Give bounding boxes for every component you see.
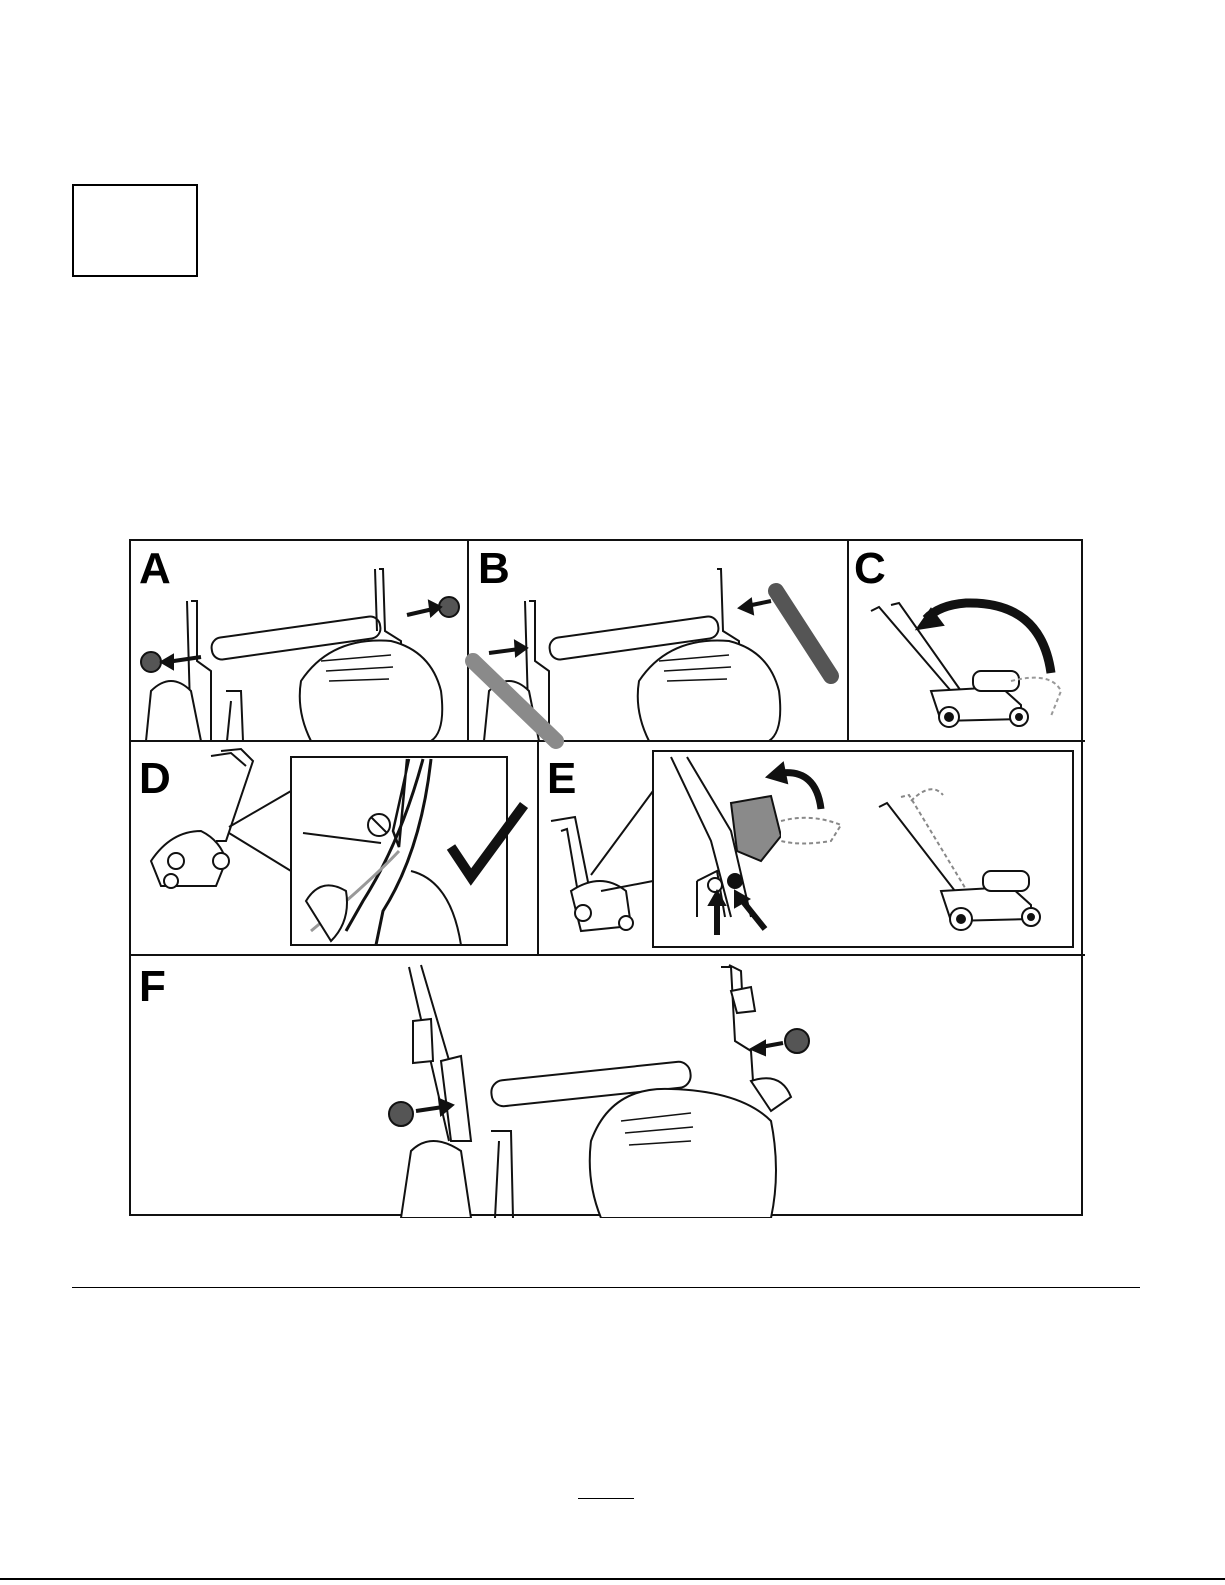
figure-drawing — [131, 541, 1085, 1218]
panel-label-a: A — [139, 544, 171, 593]
panel-label-d: D — [139, 754, 171, 803]
panel-label-f: F — [139, 962, 166, 1011]
panel-a-illustration — [141, 569, 459, 741]
page-number-line — [578, 1498, 634, 1499]
panel-b-illustration — [473, 569, 831, 741]
page-bottom-border — [0, 1578, 1225, 1580]
blank-section-box — [72, 184, 198, 277]
panel-f-illustration — [389, 965, 809, 1218]
panel-label-b: B — [478, 544, 510, 593]
panel-d-illustration — [151, 749, 524, 945]
panel-label-e: E — [547, 754, 577, 803]
assembly-figure — [129, 539, 1083, 1216]
section-divider — [72, 1287, 1140, 1288]
panel-label-c: C — [854, 544, 886, 593]
panel-e-illustration — [551, 751, 1073, 947]
panel-c-illustration — [871, 603, 1061, 727]
